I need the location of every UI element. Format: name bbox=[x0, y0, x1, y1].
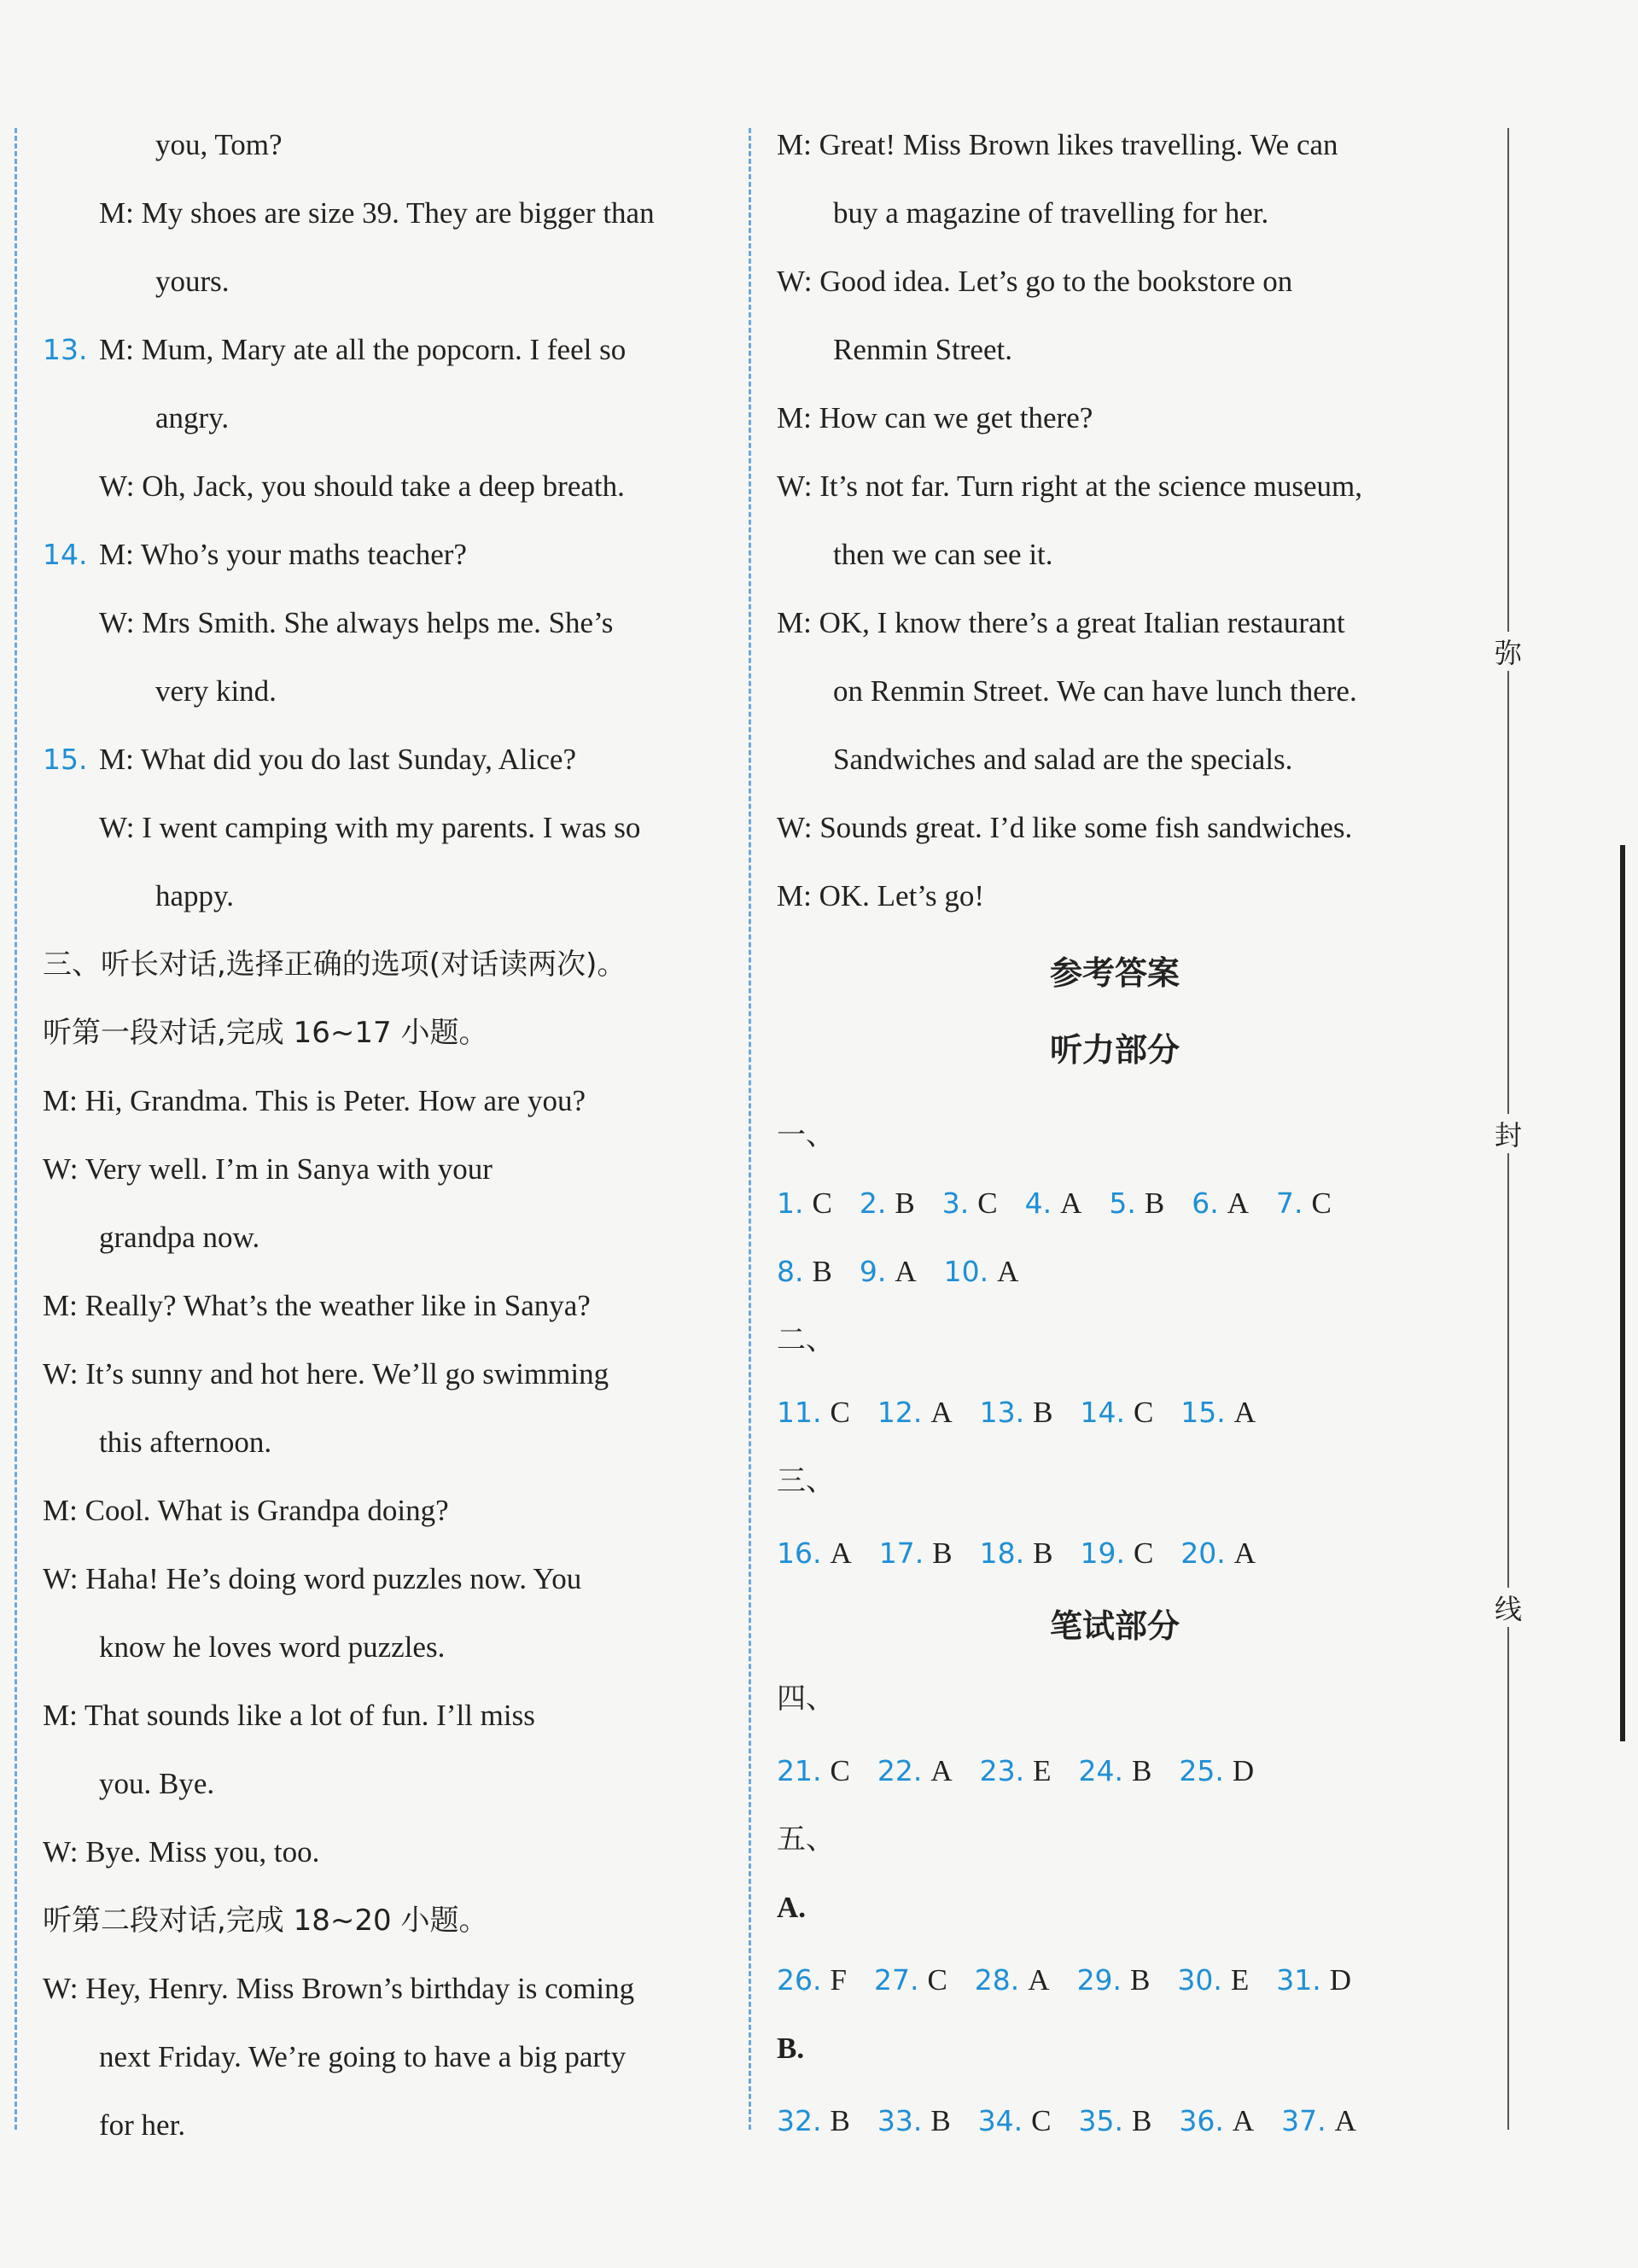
dialogue-line: W: Very well. I’m in Sanya with your bbox=[43, 1152, 493, 1186]
answer-number: 11. bbox=[777, 1396, 822, 1429]
answer-item bbox=[1179, 2087, 1254, 2155]
answer-section-4: 四、 bbox=[777, 1682, 835, 1716]
answer-item bbox=[1025, 1169, 1082, 1238]
speaker-label: W: bbox=[777, 811, 813, 844]
answer-item bbox=[1177, 1946, 1249, 2014]
answer-letter: C bbox=[830, 1396, 850, 1429]
answer-letter: A bbox=[1233, 1536, 1256, 1570]
answer-number: 21. bbox=[777, 1754, 822, 1787]
answer-letter: A bbox=[1227, 1186, 1249, 1220]
answer-row bbox=[777, 1946, 1453, 2014]
speaker-label: W: bbox=[777, 265, 813, 298]
speaker-label: M: bbox=[777, 401, 812, 434]
speaker-label: W: bbox=[99, 606, 135, 639]
answer-item bbox=[944, 1238, 1019, 1306]
speaker-label: M: bbox=[43, 1084, 78, 1117]
answer-item bbox=[860, 1169, 915, 1238]
answer-letter: C bbox=[812, 1186, 832, 1220]
answer-number: 25. bbox=[1179, 1754, 1224, 1787]
answer-number: 23. bbox=[979, 1754, 1025, 1787]
answer-row bbox=[777, 1169, 1453, 1238]
answer-number: 20. bbox=[1180, 1536, 1226, 1570]
answer-letter: A bbox=[1060, 1186, 1082, 1220]
dialogue-line: M: Really? What’s the weather like in Sanya? bbox=[43, 1289, 591, 1322]
answer-key-title: 参考答案 bbox=[1049, 954, 1180, 992]
answer-item bbox=[942, 1169, 998, 1238]
answer-letter: E bbox=[1033, 1754, 1052, 1787]
answer-number: 18. bbox=[979, 1536, 1025, 1570]
question-13: 13. M: Mum, Mary ate all the popcorn. I feel so bbox=[43, 316, 719, 384]
answer-section-2: 二、 bbox=[777, 1323, 835, 1357]
text-line: Renmin Street. bbox=[833, 333, 1012, 366]
question-number: 13. bbox=[43, 333, 88, 366]
speaker-label: M: bbox=[43, 1289, 78, 1322]
answer-number: 2. bbox=[859, 1186, 887, 1220]
dialogue-line: M: Hi, Grandma. This is Peter. How are you? bbox=[43, 1084, 586, 1117]
answer-item bbox=[777, 1169, 832, 1238]
answer-item bbox=[1080, 1519, 1153, 1588]
answer-number: 10. bbox=[943, 1255, 989, 1288]
answer-item bbox=[1080, 1379, 1153, 1447]
answer-letter: A bbox=[930, 1396, 953, 1429]
answer-letter: D bbox=[1329, 1963, 1352, 1997]
answer-letter: D bbox=[1232, 1754, 1255, 1787]
dialogue-line: W: Hey, Henry. Miss Brown’s birthday is coming bbox=[43, 1972, 635, 2005]
answer-number: 4. bbox=[1024, 1186, 1052, 1220]
speaker-label: W: bbox=[43, 1357, 79, 1391]
answer-row bbox=[777, 1379, 1453, 1447]
answer-letter: A bbox=[1334, 2104, 1356, 2137]
text-line: buy a magazine of travelling for her. bbox=[833, 196, 1269, 230]
answer-letter: A bbox=[1233, 1396, 1256, 1429]
answer-letter: B bbox=[932, 1536, 953, 1570]
answer-number: 1. bbox=[777, 1186, 804, 1220]
binding-mark-2: 封 bbox=[1489, 1114, 1527, 1153]
question-14: 14. M: Who’s your maths teacher? bbox=[43, 521, 719, 589]
answer-number: 5. bbox=[1109, 1186, 1136, 1220]
answer-number: 7. bbox=[1276, 1186, 1303, 1220]
answer-number: 19. bbox=[1080, 1536, 1125, 1570]
answer-letter: C bbox=[830, 1754, 850, 1787]
answer-section-1: 一、 bbox=[777, 1118, 835, 1152]
answer-letter: B bbox=[1033, 1536, 1053, 1570]
speaker-label: W: bbox=[777, 469, 813, 503]
text-line: you. Bye. bbox=[99, 1767, 215, 1800]
answer-item bbox=[1192, 1169, 1249, 1238]
answer-item bbox=[1078, 1737, 1151, 1805]
answer-number: 17. bbox=[878, 1536, 924, 1570]
dialogue-line: M: Cool. What is Grandpa doing? bbox=[43, 1494, 449, 1527]
answer-item bbox=[980, 1519, 1053, 1588]
dialogue-line: M: OK, I know there’s a great Italian restaurant bbox=[777, 606, 1345, 639]
answer-item bbox=[777, 1379, 850, 1447]
dialogue-line: W: Good idea. Let’s go to the bookstore on bbox=[777, 265, 1293, 298]
dialogue-line: W: Sounds great. I’d like some fish sandwiches. bbox=[777, 811, 1353, 844]
answer-letter: B bbox=[812, 1255, 832, 1288]
speaker-label: W: bbox=[43, 1152, 79, 1186]
speaker-label: M: bbox=[43, 1699, 78, 1732]
speaker-label: M: bbox=[99, 743, 134, 776]
answer-letter: C bbox=[1031, 2104, 1052, 2137]
dialogue-line: W: Haha! He’s doing word puzzles now. You bbox=[43, 1562, 582, 1595]
answer-number: 37. bbox=[1281, 2104, 1326, 2137]
answer-item bbox=[978, 2087, 1052, 2155]
answer-number: 36. bbox=[1179, 2104, 1224, 2137]
answer-letter: B bbox=[1033, 1396, 1053, 1429]
dialogue-line: W: Oh, Jack, you should take a deep breath. bbox=[99, 469, 625, 503]
dialogue-line: M: How can we get there? bbox=[777, 401, 1093, 434]
text-line: Sandwiches and salad are the specials. bbox=[833, 743, 1293, 776]
answer-item bbox=[777, 1238, 832, 1306]
answer-number: 13. bbox=[979, 1396, 1025, 1429]
text-line: you, Tom? bbox=[155, 128, 283, 161]
answer-section-5: 五、 bbox=[777, 1822, 835, 1857]
column-divider bbox=[749, 128, 751, 2130]
answer-item bbox=[777, 1946, 847, 2014]
answer-number: 35. bbox=[1078, 2104, 1124, 2137]
answer-row bbox=[777, 1519, 1453, 1588]
answer-letter: B bbox=[930, 2104, 951, 2137]
answer-item bbox=[860, 1238, 917, 1306]
answer-item bbox=[1180, 1519, 1256, 1588]
answer-number: 12. bbox=[877, 1396, 923, 1429]
answer-item bbox=[879, 1519, 953, 1588]
binding-mark-1: 弥 bbox=[1489, 632, 1527, 671]
speaker-label: M: bbox=[777, 606, 812, 639]
answer-letter: B bbox=[1131, 1754, 1152, 1787]
dialogue-line: W: It’s not far. Turn right at the science museum, bbox=[777, 469, 1362, 503]
answer-letter: F bbox=[830, 1963, 847, 1997]
dialogue-line: W: Bye. Miss you, too. bbox=[43, 1835, 320, 1869]
listening-section-title: 听力部分 bbox=[1049, 1031, 1180, 1069]
answer-letter: B bbox=[830, 2104, 850, 2137]
text-line: for her. bbox=[99, 2108, 186, 2142]
speaker-label: W: bbox=[99, 469, 135, 503]
answer-item bbox=[975, 1946, 1050, 2014]
dialog-one-intro: 听第一段对话,完成 16~17 小题。 bbox=[43, 1016, 488, 1050]
answer-number: 16. bbox=[777, 1536, 822, 1570]
dialogue-line: W: I went camping with my parents. I was so bbox=[99, 811, 641, 844]
answer-letter: B bbox=[1130, 1963, 1151, 1997]
writing-section-title: 笔试部分 bbox=[1049, 1607, 1180, 1645]
answer-item bbox=[877, 2087, 951, 2155]
answer-letter: C bbox=[927, 1963, 947, 1997]
answer-item bbox=[1109, 1169, 1164, 1238]
speaker-label: M: bbox=[777, 879, 812, 912]
answer-letter: A bbox=[1028, 1963, 1050, 1997]
answer-item bbox=[1276, 1946, 1351, 2014]
answer-letter: C bbox=[1133, 1396, 1154, 1429]
answer-item bbox=[877, 1737, 953, 1805]
answer-number: 22. bbox=[877, 1754, 923, 1787]
answer-letter: C bbox=[1311, 1186, 1332, 1220]
dialogue-line: M: Great! Miss Brown likes travelling. We can bbox=[777, 128, 1338, 161]
answer-number: 6. bbox=[1192, 1186, 1219, 1220]
speaker-label: M: bbox=[99, 538, 134, 571]
answer-item bbox=[1077, 1946, 1151, 2014]
answer-number: 9. bbox=[859, 1255, 887, 1288]
answer-item bbox=[1179, 1737, 1254, 1805]
sub-part-a: A. bbox=[777, 1891, 807, 1924]
answer-number: 8. bbox=[777, 1255, 804, 1288]
answer-row bbox=[777, 2087, 1453, 2155]
answer-letter: C bbox=[977, 1186, 998, 1220]
text-line: happy. bbox=[155, 879, 235, 912]
answer-row bbox=[777, 1238, 1453, 1306]
answer-number: 24. bbox=[1078, 1754, 1123, 1787]
speaker-label: M: bbox=[777, 128, 812, 161]
answer-item bbox=[877, 1379, 953, 1447]
text-line: yours. bbox=[155, 265, 230, 298]
answer-letter: A bbox=[930, 1754, 953, 1787]
answer-letter: B bbox=[895, 1186, 915, 1220]
binding-mark-3: 线 bbox=[1489, 1588, 1527, 1627]
dialogue-line: W: It’s sunny and hot here. We’ll go swimming bbox=[43, 1357, 609, 1391]
answer-number: 27. bbox=[873, 1963, 919, 1997]
answer-item bbox=[1180, 1379, 1256, 1447]
speaker-label: M: bbox=[99, 333, 134, 366]
binding-edge bbox=[1620, 845, 1625, 1741]
question-number: 15. bbox=[43, 743, 88, 776]
answer-item bbox=[777, 2087, 850, 2155]
text-line: grandpa now. bbox=[99, 1221, 260, 1254]
question-15: 15. M: What did you do last Sunday, Alice? bbox=[43, 726, 719, 794]
answer-letter: B bbox=[1144, 1186, 1165, 1220]
answer-item bbox=[1276, 1169, 1332, 1238]
speaker-label: W: bbox=[43, 1835, 79, 1869]
answer-number: 3. bbox=[941, 1186, 970, 1220]
answer-item bbox=[777, 1519, 852, 1588]
text-line: very kind. bbox=[155, 674, 277, 708]
answer-section-3: 三、 bbox=[777, 1464, 835, 1498]
text-line: this afternoon. bbox=[99, 1426, 272, 1459]
answer-number: 29. bbox=[1076, 1963, 1122, 1997]
answer-row bbox=[777, 1737, 1453, 1805]
answer-item bbox=[980, 1379, 1053, 1447]
dialogue-line: W: Mrs Smith. She always helps me. She’s bbox=[99, 606, 614, 639]
question-number: 14. bbox=[43, 538, 88, 571]
answer-item bbox=[874, 1946, 947, 2014]
answer-item bbox=[777, 1737, 850, 1805]
answer-number: 28. bbox=[974, 1963, 1020, 1997]
answer-number: 26. bbox=[777, 1963, 822, 1997]
speaker-label: M: bbox=[43, 1494, 78, 1527]
dialog-two-intro: 听第二段对话,完成 18~20 小题。 bbox=[43, 1904, 488, 1938]
sub-part-b: B. bbox=[777, 2032, 805, 2065]
text-line: next Friday. We’re going to have a big party bbox=[99, 2040, 627, 2073]
dialogue-line: M: OK. Let’s go! bbox=[777, 879, 985, 912]
answer-letter: C bbox=[1133, 1536, 1154, 1570]
section-three-heading: 三、听长对话,选择正确的选项(对话读两次)。 bbox=[43, 947, 627, 982]
answer-number: 32. bbox=[777, 2104, 822, 2137]
text-line: know he loves word puzzles. bbox=[99, 1630, 446, 1664]
answer-letter: A bbox=[1232, 2104, 1255, 2137]
answer-item bbox=[1079, 2087, 1152, 2155]
answer-item bbox=[1281, 2087, 1356, 2155]
answer-item bbox=[980, 1737, 1052, 1805]
answer-number: 30. bbox=[1177, 1963, 1222, 1997]
text-line: then we can see it. bbox=[833, 538, 1053, 571]
answer-letter: B bbox=[1132, 2104, 1152, 2137]
answer-number: 15. bbox=[1180, 1396, 1226, 1429]
dialogue-line: M: That sounds like a lot of fun. I’ll miss bbox=[43, 1699, 535, 1732]
answer-letter: A bbox=[830, 1536, 852, 1570]
text-line: on Renmin Street. We can have lunch there. bbox=[833, 674, 1357, 708]
text-line: angry. bbox=[155, 401, 230, 434]
left-dashed-margin bbox=[15, 128, 17, 2130]
answer-number: 33. bbox=[877, 2104, 923, 2137]
answer-letter: A bbox=[997, 1255, 1019, 1288]
answer-number: 34. bbox=[977, 2104, 1023, 2137]
answer-letter: A bbox=[895, 1255, 917, 1288]
speaker-label: W: bbox=[99, 811, 135, 844]
speaker-label: M: bbox=[99, 196, 134, 230]
dialogue-line: M: My shoes are size 39. They are bigger than bbox=[99, 196, 655, 230]
speaker-label: W: bbox=[43, 1972, 79, 2005]
speaker-label: W: bbox=[43, 1562, 79, 1595]
answer-letter: E bbox=[1230, 1963, 1250, 1997]
answer-number: 31. bbox=[1276, 1963, 1321, 1997]
answer-number: 14. bbox=[1080, 1396, 1125, 1429]
